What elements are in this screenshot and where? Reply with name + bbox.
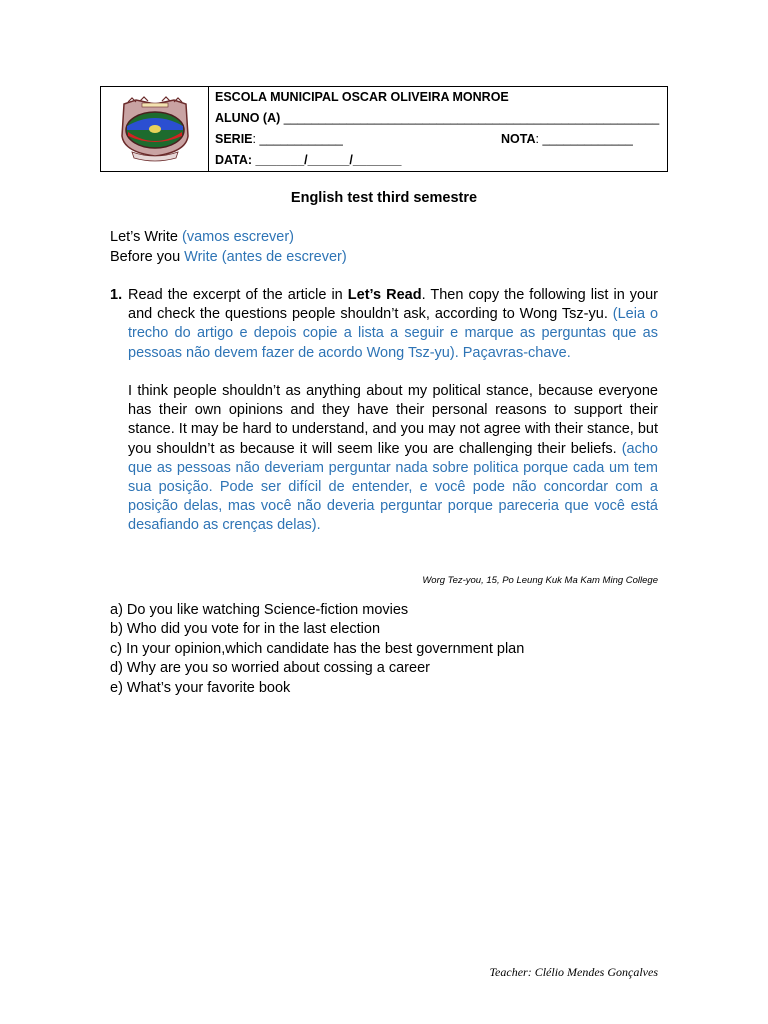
question-1: [110, 286, 658, 536]
grade-label: SERIE: [215, 132, 253, 146]
header-info: [209, 87, 667, 171]
option-a: a) Do you like watching Science-fiction movies: [110, 602, 409, 618]
page-title: English test third semestre: [290, 190, 478, 206]
school-name: ESCOLA MUNICIPAL OSCAR OLIVEIRA MONROE: [215, 90, 509, 104]
quote-source: Worg Tez-you, 15, Po Leung Kuk Ma Kam Ming College: [422, 575, 658, 586]
quote-english: I think people shouldn’t as anything about my political stance, because everyone has their own opinions and they have their personal reasons to support their stance. It may be hard to understand, and you may not agree with their stance, but you shouldn’t as because it will seem like you are challenging their beliefs.: [128, 383, 658, 457]
article-quote: [128, 382, 658, 536]
question-instruction: [128, 286, 658, 363]
instruction-translation: (Leia o trecho do artigo e depois copie a lista a seguir e marque as perguntas que as pessoas não devem fazer de acordo Wong Tsz-yu). Paçavras-chave.: [128, 306, 659, 361]
school-crest-icon: [116, 96, 194, 162]
question-number: 1.: [110, 287, 123, 303]
student-name-line[interactable]: ______________________________________________________: [280, 111, 660, 125]
header-table: [100, 86, 668, 172]
student-field-row: [215, 108, 667, 129]
intro-section: [110, 228, 347, 267]
score-line[interactable]: : _____________: [535, 132, 633, 146]
option-e: e) What’s your favorite book: [110, 679, 291, 696]
options-list: [110, 601, 524, 698]
score-label: NOTA: [501, 132, 536, 146]
instruction-text-b: . Then copy the following list in your and check the questions people shouldn’t ask, according to Wong Tsz-yu.: [128, 287, 659, 323]
grade-score-row: [215, 129, 667, 150]
option-b: b) Who did you vote for in the last election: [110, 621, 381, 638]
date-field[interactable]: DATA: _______/______/_______: [215, 153, 402, 167]
question-body: [128, 286, 658, 536]
option-d: d) Why are you so worried about cossing a career: [110, 660, 430, 677]
intro-line-2-en: Before you: [110, 248, 185, 265]
student-label: ALUNO (A): [215, 111, 281, 125]
grade-line[interactable]: : ____________: [252, 132, 343, 146]
option-c: c) In your opinion,which candidate has the best government plan: [110, 640, 525, 657]
quote-translation: (acho que as pessoas não deveriam perguntar nada sobre politica porque cada um tem sua posição. Pode ser difícil de entender, e você pode não concordar com a posição delas, mas você não deveria perguntar porque pareceria que você está desafiando as crenças delas).: [128, 440, 658, 534]
intro-line-1-en: Let’s Write: [110, 229, 182, 245]
intro-line-1: [110, 228, 347, 248]
intro-line-2: [110, 248, 347, 268]
school-logo-cell: [101, 87, 209, 171]
instruction-text-a: Read the excerpt of the article in: [128, 287, 348, 303]
intro-line-1-pt: (vamos escrever): [182, 229, 294, 245]
teacher-signature: Teacher: Clélio Mendes Gonçalves: [489, 965, 658, 979]
intro-line-2-pt: Write (antes de escrever): [184, 248, 347, 265]
instruction-bold: Let’s Read: [347, 287, 422, 303]
